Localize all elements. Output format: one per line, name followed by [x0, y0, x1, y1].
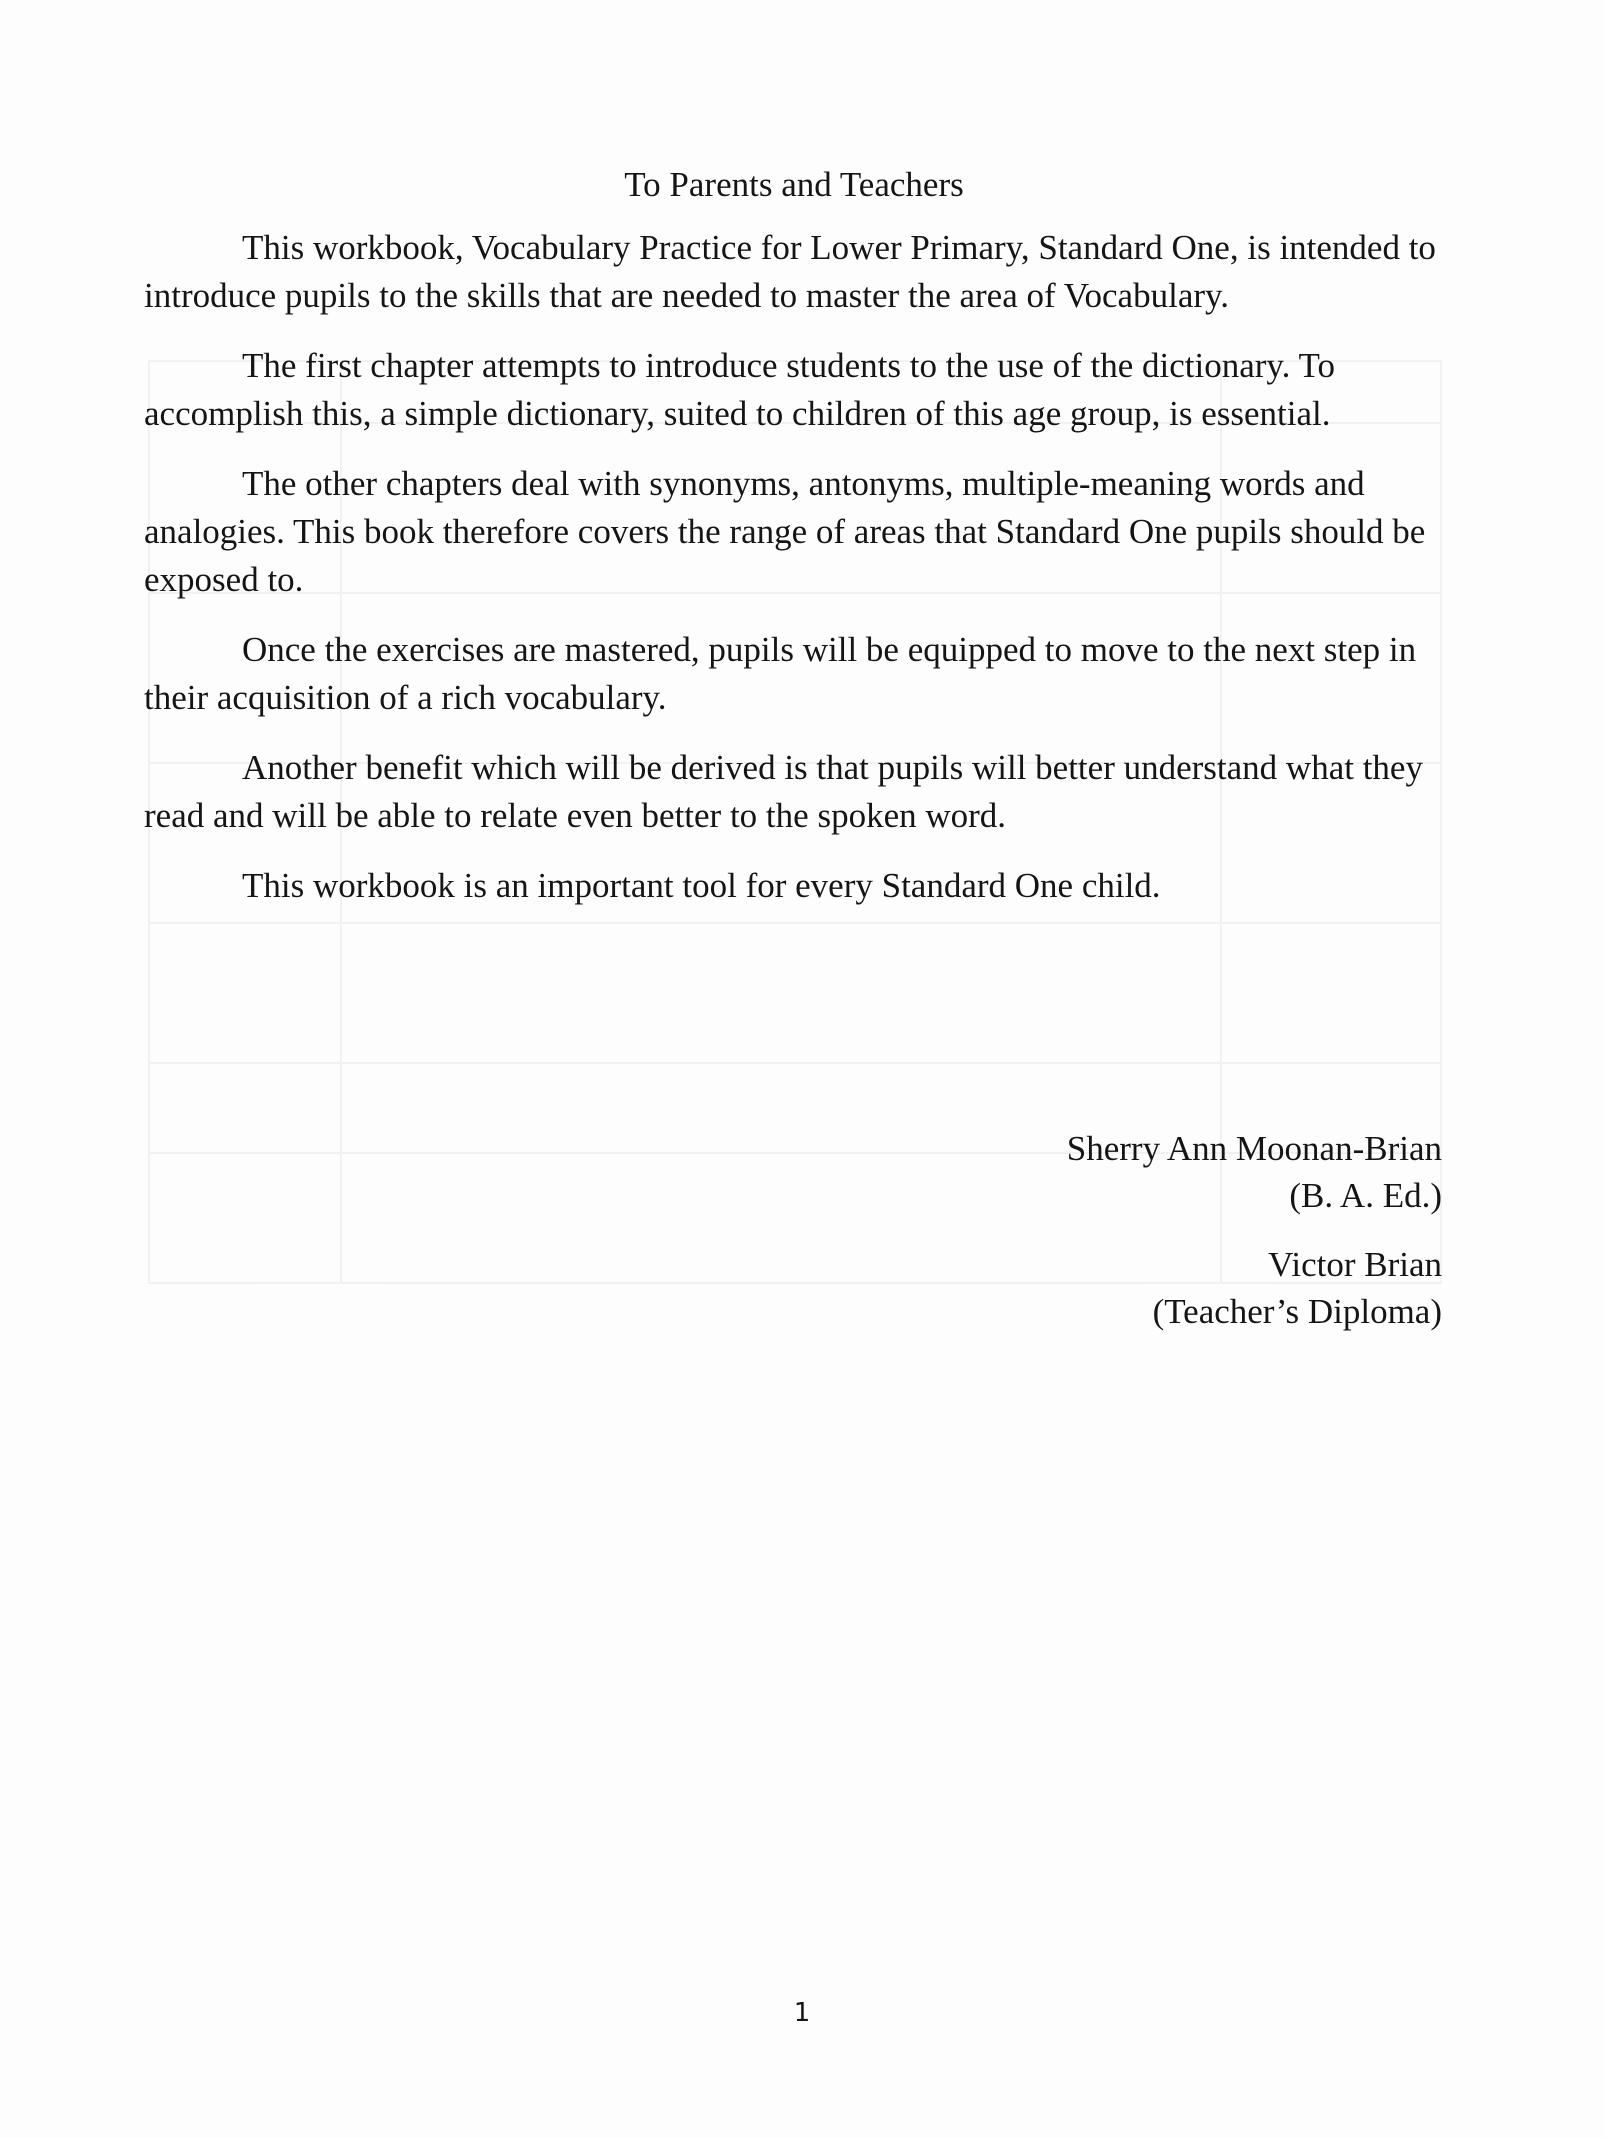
page-number: 1	[793, 1998, 811, 2028]
document-body	[144, 164, 1444, 932]
paragraph-intro: This workbook, Vocabulary Practice for Lower Primary, Standard One, is intended to introduce pupils to the skills that are needed to master the area of Vocabulary.	[144, 228, 1436, 315]
document-title: To Parents and Teachers	[624, 165, 964, 204]
paragraph-benefit: Another benefit which will be derived is that pupils will better understand what they read and will be able to relate even better to the spoken word.	[144, 748, 1423, 835]
paragraph-chapters: The other chapters deal with synonyms, antonyms, multiple-meaning words and analogies. This book therefore covers the range of areas that Standard One pupils should be exposed to.	[144, 464, 1426, 599]
author-credential: (B. A. Ed.)	[1289, 1176, 1442, 1215]
author-credential: (Teacher’s Diploma)	[1152, 1292, 1442, 1331]
signature-author-2	[1067, 1241, 1442, 1335]
signature-author-1	[1067, 1125, 1442, 1219]
paragraph-tool: This workbook is an important tool for every Standard One child.	[242, 866, 1161, 905]
paragraph-exercises: Once the exercises are mastered, pupils will be equipped to move to the next step in their acquisition of a rich vocabulary.	[144, 630, 1417, 717]
author-name: Victor Brian	[1268, 1245, 1442, 1284]
signature-block	[1067, 1125, 1442, 1357]
author-name: Sherry Ann Moonan-Brian	[1066, 1129, 1442, 1168]
paragraph-dictionary: The first chapter attempts to introduce students to the use of the dictionary. To accomplish this, a simple dictionary, suited to children of this age group, is essential.	[144, 346, 1335, 433]
bleed-through-line	[150, 1062, 1440, 1064]
